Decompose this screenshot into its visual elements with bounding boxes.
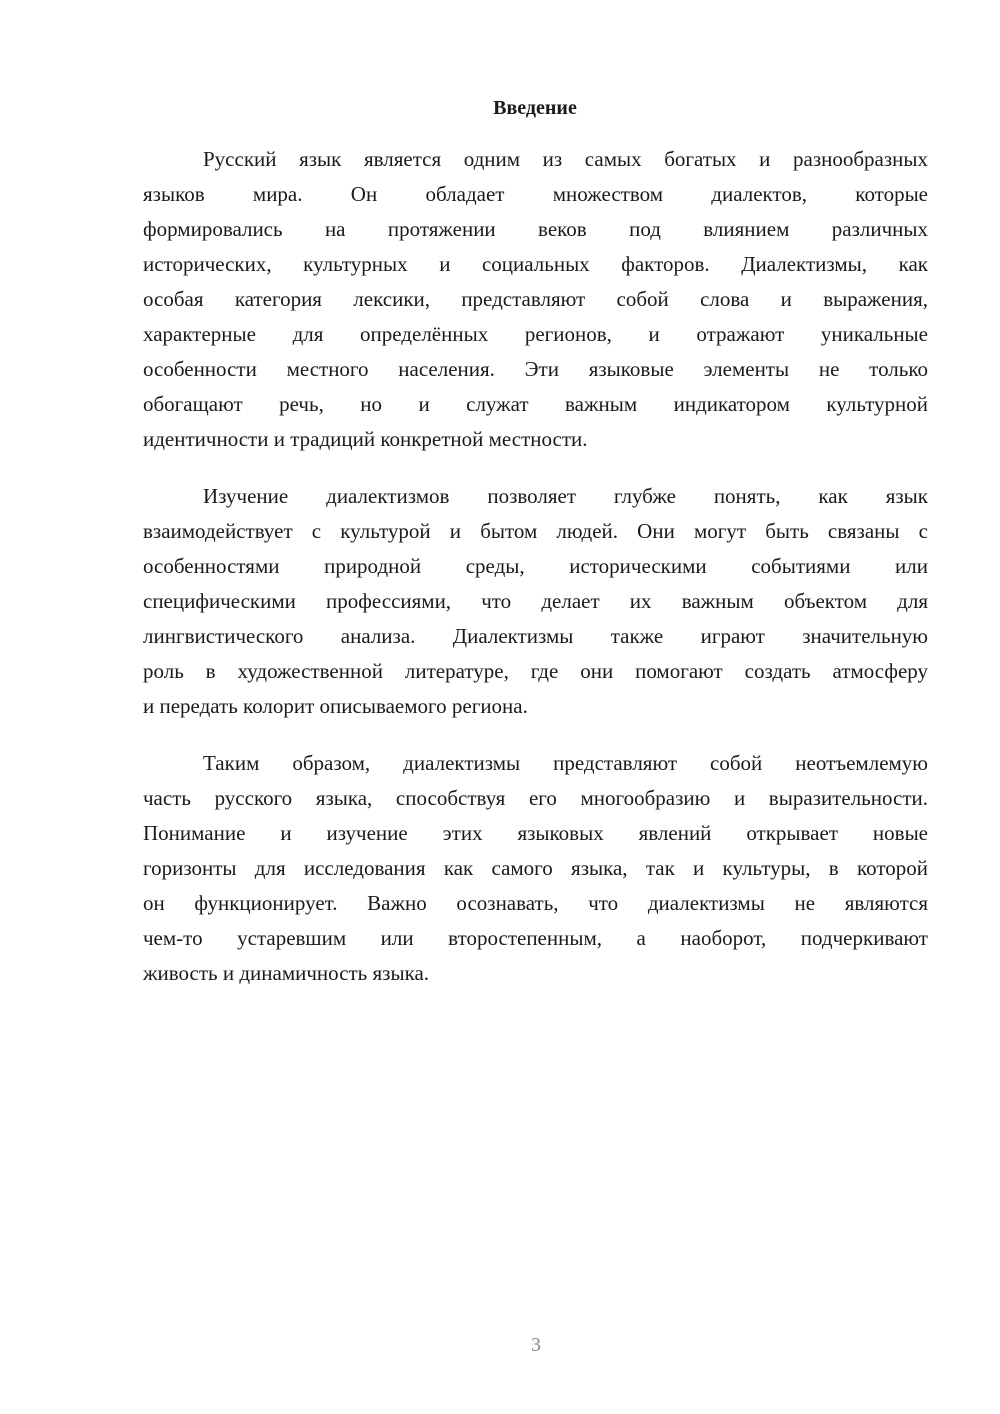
- page-number: 3: [531, 1334, 541, 1356]
- text-line: идентичности и традиций конкретной местности.: [143, 427, 588, 451]
- text-line: он функционирует. Важно осознавать, что диалектизмы не являются: [143, 891, 928, 915]
- text-line: лингвистического анализа. Диалектизмы также играют значительную: [143, 624, 928, 648]
- text-line: языков мира. Он обладает множеством диалектов, которые: [143, 182, 928, 206]
- text-line: часть русского языка, способствуя его многообразию и выразительности.: [143, 786, 928, 810]
- text-line: Таким образом, диалектизмы представляют собой неотъемлемую: [203, 751, 928, 775]
- text-line: Понимание и изучение этих языковых явлений открывает новые: [143, 821, 928, 845]
- text-line: формировались на протяжении веков под влиянием различных: [143, 217, 928, 241]
- text-line: и передать колорит описываемого региона.: [143, 694, 528, 718]
- paragraph: [143, 479, 928, 724]
- text-line: чем-то устаревшим или второстепенным, а наоборот, подчеркивают: [143, 926, 928, 950]
- text-line: характерные для определённых регионов, и отражают уникальные: [143, 322, 928, 346]
- section-title: Введение: [493, 97, 577, 119]
- document-body: [143, 142, 928, 1013]
- text-line: специфическими профессиями, что делает их важным объектом для: [143, 589, 928, 613]
- text-line: взаимодействует с культурой и бытом людей. Они могут быть связаны с: [143, 519, 928, 543]
- text-line: Изучение диалектизмов позволяет глубже понять, как язык: [203, 484, 928, 508]
- text-line: особая категория лексики, представляют собой слова и выражения,: [143, 287, 928, 311]
- text-line: особенности местного населения. Эти языковые элементы не только: [143, 357, 928, 381]
- text-line: живость и динамичность языка.: [143, 961, 430, 985]
- text-line: особенностями природной среды, историческими событиями или: [143, 554, 928, 578]
- text-line: обогащают речь, но и служат важным индикатором культурной: [143, 392, 928, 416]
- paragraph: [143, 142, 928, 457]
- text-line: Русский язык является одним из самых богатых и разнообразных: [203, 147, 928, 171]
- text-line: горизонты для исследования как самого языка, так и культуры, в которой: [143, 856, 928, 880]
- text-line: исторических, культурных и социальных факторов. Диалектизмы, как: [143, 252, 928, 276]
- paragraph: [143, 746, 928, 991]
- text-line: роль в художественной литературе, где они помогают создать атмосферу: [143, 659, 928, 683]
